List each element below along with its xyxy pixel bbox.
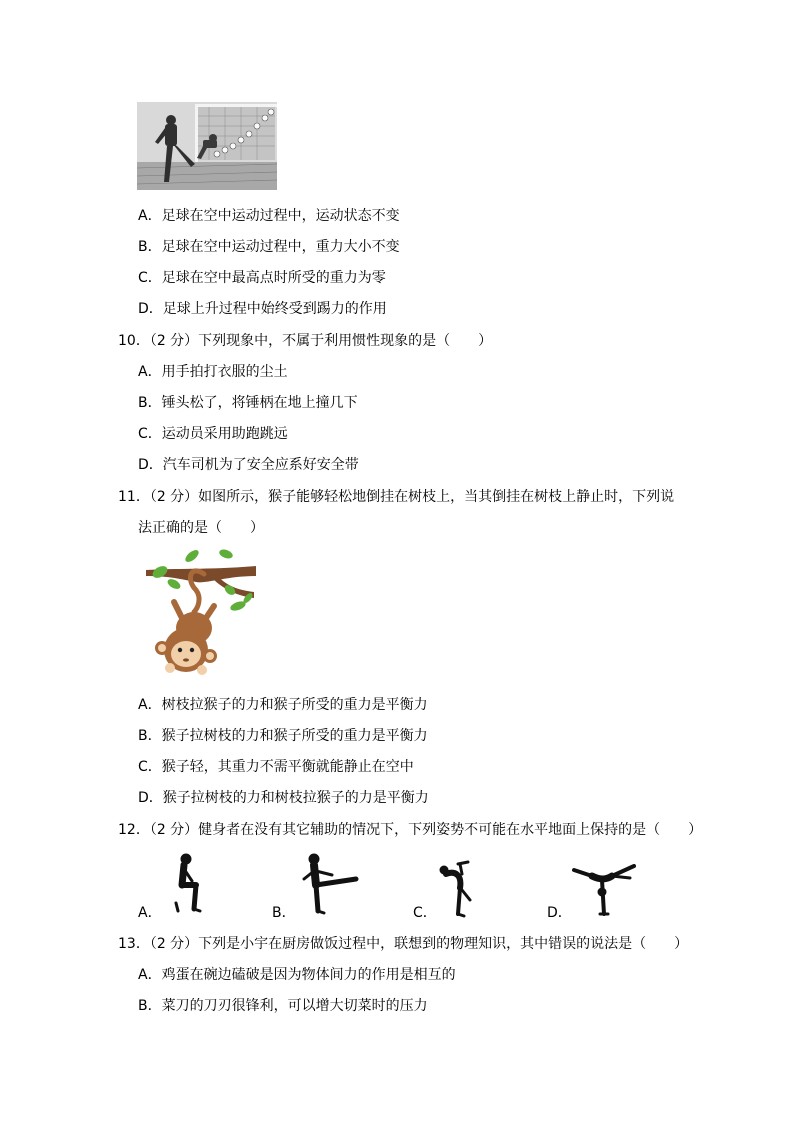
q11-option-d: D．猴子拉树枝的力和树枝拉猴子的力是平衡力 (138, 790, 429, 806)
q11-option-c: C．猴子轻，其重力不需平衡就能静止在空中 (138, 759, 414, 775)
q10-option-d: D．汽车司机为了安全应系好安全带 (138, 457, 359, 473)
q11-stem-line1: 11．（2 分）如图所示，猴子能够轻松地倒挂在树枝上，当其倒挂在树枝上静止时，下列说 (118, 489, 675, 505)
hanging-monkey-illustration (146, 546, 256, 678)
pose-a-seated-figure (164, 853, 208, 915)
q13-option-b: B．菜刀的刀刃很锋利，可以增大切菜时的压力 (138, 998, 428, 1014)
q11-option-b: B．猴子拉树枝的力和猴子所受的重力是平衡力 (138, 728, 428, 744)
pose-b-kick-figure (300, 853, 362, 915)
q11-stem-line2: 法正确的是（ ） (138, 520, 264, 536)
q12-stem: 12．（2 分）健身者在没有其它辅助的情况下，下列姿势不可能在水平地面上保持的是（ ） (118, 822, 703, 838)
q12-option-a-label: A． (138, 905, 162, 921)
q12-option-c-label: C． (413, 905, 437, 921)
q12-option-b-label: B． (272, 905, 296, 921)
q10-option-b: B．锤头松了，将锤柄在地上撞几下 (138, 395, 358, 411)
q10-option-a: A．用手拍打衣服的尘土 (138, 364, 288, 380)
q9-option-a: A．足球在空中运动过程中，运动状态不变 (138, 208, 400, 224)
q13-option-a: A．鸡蛋在碗边磕破是因为物体间力的作用是相互的 (138, 967, 456, 983)
q9-option-b: B．足球在空中运动过程中，重力大小不变 (138, 239, 400, 255)
q9-option-d: D．足球上升过程中始终受到踢力的作用 (138, 301, 387, 317)
q13-stem: 13．（2 分）下列是小宇在厨房做饭过程中，联想到的物理知识，其中错误的说法是（ ） (118, 936, 689, 952)
q9-option-c: C．足球在空中最高点时所受的重力为零 (138, 270, 386, 286)
q10-stem: 10．（2 分）下列现象中，不属于利用惯性现象的是（ ） (118, 333, 493, 349)
q10-option-c: C．运动员采用助跑跳远 (138, 426, 288, 442)
pose-c-backbend-figure (438, 860, 478, 918)
pose-d-arch-figure (572, 864, 638, 918)
q12-option-d-label: D． (547, 905, 572, 921)
q11-option-a: A．树枝拉猴子的力和猴子所受的重力是平衡力 (138, 697, 428, 713)
soccer-kick-photo (137, 102, 277, 190)
